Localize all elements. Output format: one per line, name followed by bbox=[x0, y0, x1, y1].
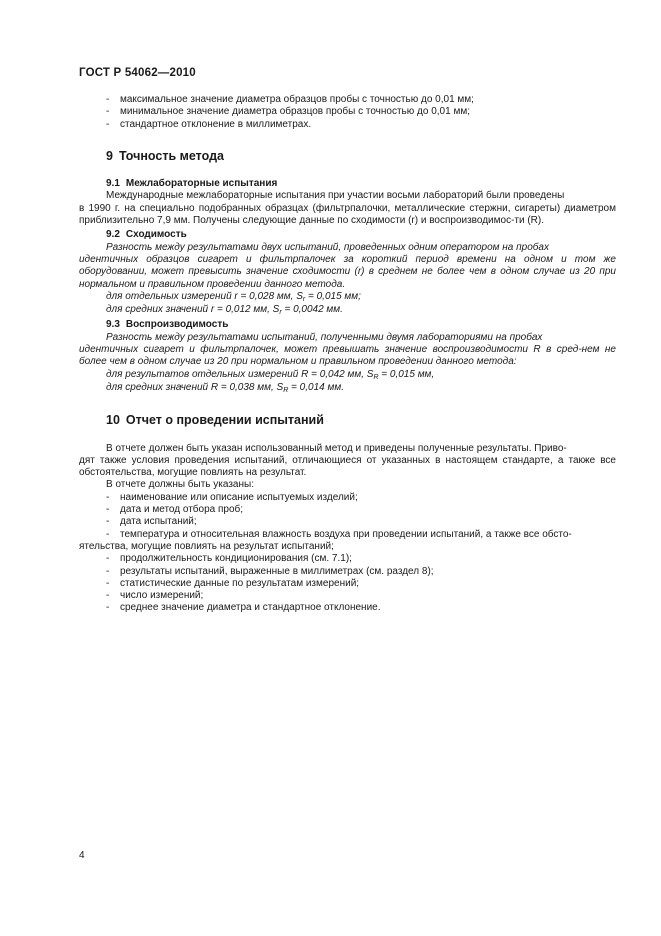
list-item: - среднее значение диаметра и стандартное отклонение. bbox=[106, 602, 381, 614]
list-item-continuation: ятельства, могущие повлиять на результат испытаний; bbox=[79, 540, 334, 552]
subsection-9-2-heading: 9.2 Сходимость bbox=[106, 229, 187, 241]
report-items-list bbox=[79, 492, 616, 615]
paragraph-10-1: дят также условия проведения испытаний, отличающиеся от указанных в настоящем стандарте, а также все обстоятельства, могущие повлиять на результат. bbox=[79, 454, 616, 479]
reproducibility-mean-values: для средних значений R = 0,038 мм, $S_R = 0,014$ мм. bbox=[106, 381, 344, 394]
list-item: - результаты испытаний, выраженные в миллиметрах (см. раздел 8); bbox=[106, 565, 434, 577]
list-item: - минимальное значение диаметра образцов пробы с точностью до 0,01 мм; bbox=[106, 106, 470, 118]
paragraph-10-2: В отчете должны быть указаны: bbox=[106, 479, 254, 491]
subsection-9-3-heading: 9.3 Воспроизводимость bbox=[106, 319, 229, 331]
page-content bbox=[79, 94, 616, 615]
list-item: - стандартное отклонение в миллиметрах. bbox=[106, 118, 312, 130]
section-10-heading: 10 Отчет о проведении испытаний bbox=[106, 413, 324, 428]
reproducibility-single-values: для результатов отдельных измерений R = 0,042 мм, $S_R = 0,015$ мм, bbox=[106, 368, 435, 381]
paragraph-9-2: идентичных образцов сигарет и фильтрпалочек за короткий период времени на одном и том же оборудовании, может превысить значение сходимости (r) в среднем не более чем в одном случае из 20 при нормальном и правильном проведении данного метода. bbox=[79, 253, 616, 290]
top-list bbox=[79, 94, 616, 131]
list-item: - статистические данные по результатам измерений; bbox=[106, 577, 360, 589]
paragraph-9-3-line1: Разность между результатами испытаний, полученными двумя лабораториями на пробах bbox=[106, 331, 543, 343]
repeatability-single-values: для отдельных измерений r = 0,028 мм, $S_r = 0,015$ мм; bbox=[106, 290, 361, 303]
paragraph-9-1-line1: Международные межлабораторные испытания при участии восьми лабораторий были проведены bbox=[106, 190, 565, 202]
paragraph-9-1: в 1990 г. на специально подобранных образцах (фильтрпалочки, металлические стержни, сигареты) диаметром приблизительно 7,9 мм. Получены следующие данные по сходимости (r) и воспроизводимос-ти (R). bbox=[79, 202, 616, 227]
list-item: - максимальное значение диаметра образцов пробы с точностью до 0,01 мм; bbox=[106, 94, 474, 105]
list-item: - температура и относительная влажность воздуха при проведении испытаний, а также все обсто- bbox=[106, 528, 572, 540]
list-item: - число измерений; bbox=[106, 590, 204, 602]
document-header: ГОСТ Р 54062—2010 bbox=[79, 67, 196, 79]
page-number: 4 bbox=[79, 850, 85, 861]
paragraph-10-1-line1: В отчете должен быть указан использованный метод и приведены полученные результаты. Приво- bbox=[106, 442, 567, 454]
paragraph-9-2-line1: Разность между результатами двух испытаний, проведенных одним оператором на пробах bbox=[106, 241, 549, 253]
list-item: - продолжительность кондиционирования (см. 7.1); bbox=[106, 553, 352, 565]
list-item: - наименование или описание испытуемых изделий; bbox=[106, 491, 358, 503]
list-item: - дата и метод отбора проб; bbox=[106, 504, 244, 516]
subsection-9-1-heading: 9.1 Межлабораторные испытания bbox=[106, 178, 278, 190]
list-item: - дата испытаний; bbox=[106, 516, 197, 528]
paragraph-9-3: идентичных сигарет и фильтрпалочек, может превышать значение воспроизводимости R в сред-нем не более чем в одном случае из 20 при нормальном и правильном проведении данного метода: bbox=[79, 344, 616, 368]
repeatability-mean-values: для средних значений r = 0,012 мм, $S_r = 0,0042$ мм. bbox=[106, 304, 343, 317]
section-9-heading: 9 Точность метода bbox=[106, 148, 224, 163]
